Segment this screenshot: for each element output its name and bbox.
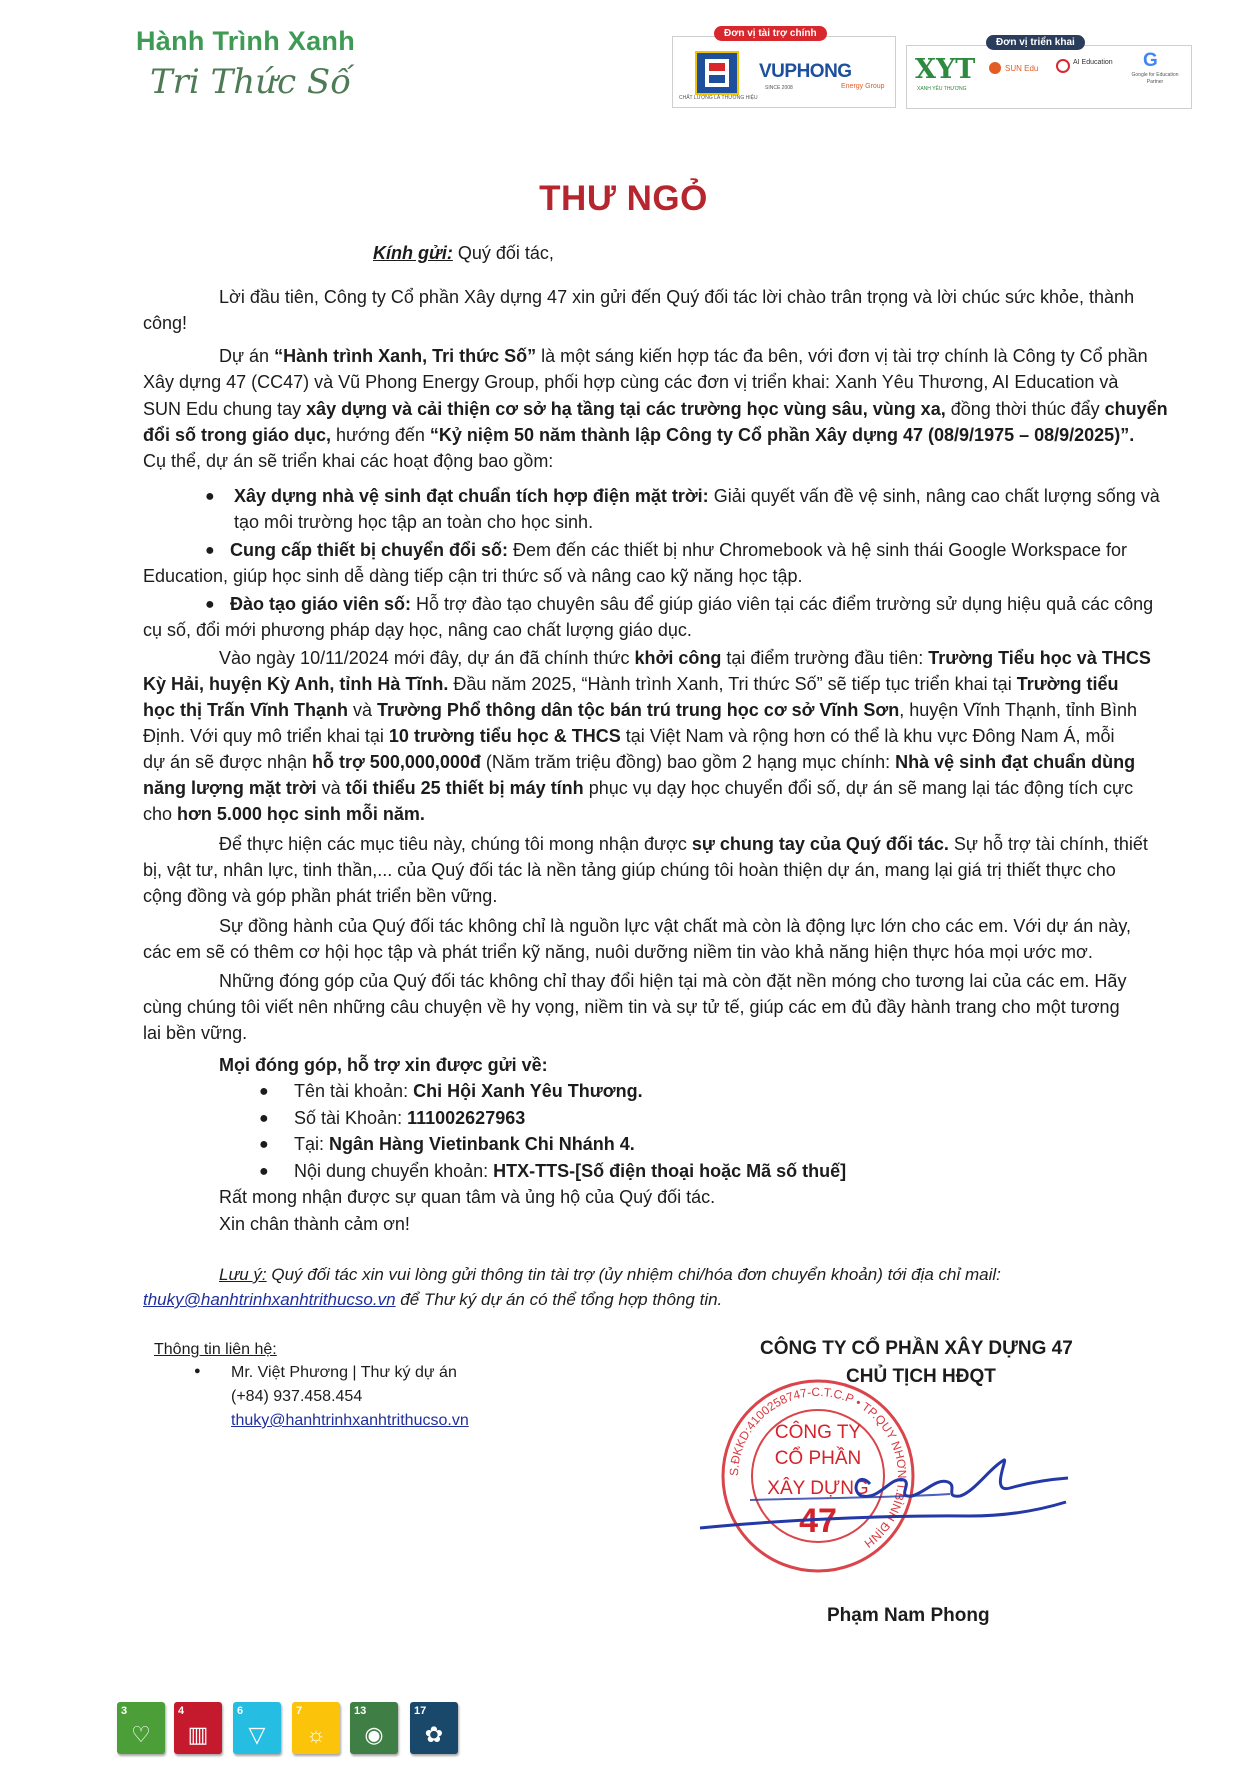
p6-line-2: cùng chúng tôi viết nên những câu chuyện về hy vọng, niềm tin và sự tử tế, giúp các em đủ đầy hành trang cho một tương <box>143 997 1120 1017</box>
p3-text: và <box>316 778 346 798</box>
p3-line-2 <box>143 671 1119 697</box>
sdg-6-icon: 6 ▽ <box>233 1702 281 1754</box>
vuphong-sub: Energy Group <box>841 83 885 90</box>
implementer-badge: Đơn vị triển khai <box>986 35 1085 50</box>
bullet-icon: ● <box>259 1083 269 1100</box>
bullet-icon: ● <box>259 1136 269 1153</box>
p2-text: Dự án <box>219 346 275 366</box>
p2-bold: “Kỷ niệm 50 năm thành lập Công ty Cổ phần Xây dựng 47 (08/9/1975 – 08/9/2025)”. <box>429 425 1135 445</box>
stamp-line-4: 47 <box>799 1502 837 1540</box>
transfer-value: HTX-TTS-[Số điện thoại hoặc Mã số thuế] <box>493 1161 847 1181</box>
account-number <box>294 1105 525 1131</box>
p3-bold: 10 trường tiểu học & THCS <box>388 726 621 746</box>
p5-line-1: Sự đồng hành của Quý đối tác không chỉ là nguồn lực vật chất mà còn là động lực lớn cho các em. Với dự án này, <box>219 916 1131 936</box>
p2-text: là một sáng kiến hợp tác đa bên, với đơn vị tài trợ chính là Công ty Cổ phần <box>536 346 1148 366</box>
sdg-13-icon: 13 ◉ <box>350 1702 398 1754</box>
brand-script: Tri Thức Số <box>150 62 352 102</box>
google-g-icon: G <box>1143 50 1158 71</box>
p3-bold: hơn 5.000 học sinh mỗi năm. <box>177 804 425 824</box>
p2-line-2: Xây dựng 47 (CC47) và Vũ Phong Energy Group, phối hợp cùng các đơn vị triển khai: Xanh Yêu Thương, AI Education và <box>143 372 1119 392</box>
bullet-2-line-1 <box>230 537 1127 563</box>
p2-text: đồng thời thúc đẩy <box>945 399 1105 419</box>
transfer-label: Nội dung chuyển khoản: <box>294 1161 494 1181</box>
p2-line-5: Cụ thể, dự án sẽ triển khai các hoạt động bao gồm: <box>143 451 554 471</box>
closing-1: Rất mong nhận được sự quan tâm và ủng hộ của Quý đối tác. <box>219 1187 716 1207</box>
p2-bold: chuyển <box>1104 399 1168 419</box>
closing-2: Xin chân thành cảm ơn! <box>219 1214 410 1234</box>
stamp-line-2: CỔ PHẦN <box>774 1448 862 1469</box>
stamp-line-1: CÔNG TY <box>774 1422 862 1443</box>
p4-line-2: bị, vật tư, nhân lực, tinh thần,... của Quý đối tác là nền tảng giúp chúng tôi hoàn thiện dự án, mang lại giá trị thiết thực cho <box>143 860 1116 880</box>
p4-bold: sự chung tay của Quý đối tác. <box>691 834 949 854</box>
p4-text: Sự hỗ trợ tài chính, thiết <box>948 834 1148 854</box>
p4-line-1 <box>219 831 1148 857</box>
bullet-2-title: Cung cấp thiết bị chuyển đổi số: <box>230 540 509 560</box>
p3-text: tại Việt Nam và rộng hơn có thể là khu vực Đông Nam Á, mỗi <box>620 726 1115 746</box>
vuphong-name: VUPHONG <box>759 61 852 82</box>
vuphong-since: SINCE 2008 <box>765 85 793 91</box>
p3-line-5 <box>143 749 1135 775</box>
p3-text: , huyện Vĩnh Thạnh, tỉnh Bình <box>899 700 1138 720</box>
bullet-1-text: Giải quyết vấn đề vệ sinh, nâng cao chất lượng sống và <box>708 486 1160 506</box>
sdg-number: 6 <box>237 1705 244 1717</box>
bullet-1-line-1 <box>234 483 1160 509</box>
p3-line-6 <box>143 775 1133 801</box>
cc47-mark-icon <box>697 53 737 93</box>
p3-text: Định. Với quy mô triển khai tại <box>143 726 389 746</box>
salutation-value: Quý đối tác, <box>457 243 554 263</box>
p3-line-3 <box>143 697 1137 723</box>
note-email-link[interactable]: thuky@hanhtrinhxanhtrithucso.vn <box>143 1290 396 1309</box>
ai-education-logo: AI Education <box>1073 59 1113 66</box>
p3-bold: Kỳ Hải, huyện Kỳ Anh, tỉnh Hà Tĩnh. <box>143 674 449 694</box>
bullet-icon: ● <box>205 596 215 613</box>
sunedu-icon <box>987 60 1003 76</box>
bullet-icon: ● <box>259 1110 269 1127</box>
sdg-number: 7 <box>296 1705 303 1717</box>
p6-line-1: Những đóng góp của Quý đối tác không chỉ thay đổi hiện tại mà còn đặt nền móng cho tương lai của các em. Hãy <box>219 971 1127 991</box>
bullet-2-text: Đem đến các thiết bị như Chromebook và hệ sinh thái Google Workspace for <box>508 540 1128 560</box>
bullet-3-line-2: cụ số, đổi mới phương pháp dạy học, nâng cao chất lượng giáo dục. <box>143 620 692 640</box>
p3-bold: Trường tiểu <box>1016 674 1119 694</box>
p1-line-2: công! <box>143 313 188 333</box>
p5-line-2: các em sẽ có thêm cơ hội học tập và phát triển kỹ năng, nuôi dưỡng niềm tin vào khả năng hiện thực hóa mọi ước mơ. <box>143 942 1093 962</box>
bullet-3-text: Hỗ trợ đào tạo chuyên sâu để giúp giáo viên tại các điểm trường sử dụng hiệu quả các công <box>411 594 1154 614</box>
p2-line-3 <box>143 396 1168 422</box>
contact-email-link[interactable]: thuky@hanhtrinhxanhtrithucso.vn <box>231 1412 469 1429</box>
p3-bold: hỗ trợ 500,000,000đ <box>312 752 481 772</box>
p3-bold: Trường Tiểu học và THCS <box>928 648 1151 668</box>
p3-text: phục vụ dạy học chuyển đổi số, dự án sẽ mang lại tác động tích cực <box>583 778 1134 798</box>
p2-text: SUN Edu chung tay <box>143 399 307 419</box>
p3-bold: khởi công <box>634 648 722 668</box>
bullet-icon: ● <box>194 1365 201 1377</box>
p2-line-4 <box>143 422 1134 448</box>
p3-bold: tối thiểu 25 thiết bị máy tính <box>345 778 584 798</box>
p3-line-1 <box>219 645 1151 671</box>
bullet-2-line-2: Education, giúp học sinh dễ dàng tiếp cận tri thức số và nâng cao kỹ năng học tập. <box>143 566 803 586</box>
sdg-17-icon: 17 ✿ <box>410 1702 458 1754</box>
account-name-label: Tên tài khoản: <box>294 1081 414 1101</box>
bullet-icon: ● <box>205 542 215 559</box>
p2-line-1 <box>219 343 1148 369</box>
p6-line-3: lai bền vững. <box>143 1023 248 1043</box>
bank-name <box>294 1131 635 1157</box>
signer-name: Phạm Nam Phong <box>827 1605 990 1626</box>
note-line-2 <box>143 1287 722 1313</box>
salutation-label: Kính gửi: <box>373 243 453 263</box>
sdg-number: 13 <box>354 1705 367 1717</box>
p3-text: cho <box>143 804 178 824</box>
sdg-number: 17 <box>414 1705 427 1717</box>
contact-heading: Thông tin liên hệ: <box>154 1341 277 1358</box>
bank-value: Ngân Hàng Vietinbank Chi Nhánh 4. <box>329 1134 635 1154</box>
sdg-7-icon: 7 ☼ <box>292 1702 340 1754</box>
p3-line-4 <box>143 723 1115 749</box>
salutation <box>373 240 554 266</box>
xyt-logo: XYT <box>915 54 976 85</box>
account-number-label: Số tài Khoản: <box>294 1108 408 1128</box>
p3-text: (Năm trăm triệu đồng) bao gồm 2 hạng mục chính: <box>480 752 896 772</box>
p3-bold: Nhà vệ sinh đạt chuẩn dùng <box>895 752 1136 772</box>
note-text: để Thư ký dự án có thể tổng hợp thông tin. <box>395 1290 723 1309</box>
p3-text: Vào ngày 10/11/2024 mới đây, dự án đã chính thức <box>219 648 635 668</box>
stamp-line-3: XÂY DỰNG <box>767 1478 869 1499</box>
p4-text: Để thực hiện các mục tiêu này, chúng tôi mong nhận được <box>219 834 692 854</box>
p3-bold: Trường Phổ thông dân tộc bán trú trung học cơ sở Vĩnh Sơn <box>377 700 900 720</box>
cc47-logo <box>695 51 739 95</box>
bullet-1-line-2: tạo môi trường học tập an toàn cho học sinh. <box>234 512 594 532</box>
p3-bold: năng lượng mặt trời <box>143 778 317 798</box>
letter-title: THƯ NGỎ <box>539 179 708 218</box>
sdg-4-icon: 4 ▥ <box>174 1702 222 1754</box>
sdg-number: 4 <box>178 1705 185 1717</box>
p2-project-name: “Hành trình Xanh, Tri thức Số” <box>274 346 537 366</box>
main-sponsor-box <box>672 36 896 108</box>
bullet-icon: ● <box>205 488 215 505</box>
handwritten-signature-icon <box>690 1420 1090 1540</box>
p3-text: tại điểm trường đầu tiên: <box>721 648 929 668</box>
note-text: Quý đối tác xin vui lòng gửi thông tin tài trợ (ủy nhiệm chi/hóa đơn chuyển khoản) tới địa chỉ mail: <box>266 1265 1001 1284</box>
p3-text: dự án sẽ được nhận <box>143 752 313 772</box>
sdg-3-icon: 3 ♡ <box>117 1702 165 1754</box>
xyt-caption: XANH YÊU THƯƠNG <box>917 86 967 92</box>
implementer-box <box>906 45 1192 109</box>
p1-line-1: Lời đầu tiên, Công ty Cổ phần Xây dựng 47 xin gửi đến Quý đối tác lời chào trân trọng và lời chúc sức khỏe, thành <box>219 287 1135 307</box>
company-name: CÔNG TY CỔ PHẦN XÂY DỰNG 47 <box>760 1338 1073 1359</box>
account-number-value: 111002627963 <box>407 1108 526 1128</box>
p3-line-7 <box>143 801 425 827</box>
cc47-caption: CHẤT LƯỢNG LÀ THƯƠNG HIỆU <box>679 95 758 101</box>
sunedu-logo: SUN Edu <box>1005 64 1039 73</box>
contact-phone: (+84) 937.458.454 <box>231 1388 363 1405</box>
stamp-ring-text: S.ĐKKD:4100258747-C.T.C.P • TP.QUY NHƠN-T.BÌNH ĐỊNH <box>726 1384 910 1551</box>
account-name <box>294 1078 643 1104</box>
note-line-1 <box>219 1262 1001 1288</box>
p2-bold: xây dựng và cải thiện cơ sở hạ tầng tại các trường học vùng sâu, vùng xa, <box>306 399 946 419</box>
bullet-1-title: Xây dựng nhà vệ sinh đạt chuẩn tích hợp điện mặt trời: <box>234 486 709 506</box>
ai-education-icon <box>1055 58 1071 79</box>
p4-line-3: cộng đồng và góp phần phát triển bền vững. <box>143 886 498 906</box>
bank-label: Tại: <box>294 1134 330 1154</box>
account-name-value: Chi Hội Xanh Yêu Thương. <box>413 1081 643 1101</box>
google-partner-caption: Google for Education Partner <box>1131 72 1179 85</box>
note-label: Lưu ý: <box>219 1265 267 1284</box>
bullet-icon: ● <box>259 1163 269 1180</box>
brand-title: Hành Trình Xanh <box>136 26 356 56</box>
main-sponsor-badge: Đơn vị tài trợ chính <box>714 26 827 41</box>
sdg-number: 3 <box>121 1705 128 1717</box>
p2-text: hướng đến <box>331 425 430 445</box>
bullet-3-title: Đào tạo giáo viên số: <box>230 594 412 614</box>
p3-text: và <box>348 700 378 720</box>
signer-position: CHỦ TỊCH HĐQT <box>846 1366 996 1387</box>
p3-text: Đầu năm 2025, “Hành trình Xanh, Tri thức Số” sẽ tiếp tục triển khai tại <box>448 674 1017 694</box>
contact-name: Mr. Việt Phương | Thư ký dự án <box>231 1364 457 1381</box>
p2-bold: đổi số trong giáo dục, <box>143 425 331 445</box>
donate-heading: Mọi đóng góp, hỗ trợ xin được gửi về: <box>219 1055 548 1075</box>
transfer-content <box>294 1158 846 1184</box>
p3-bold: học thị Trấn Vĩnh Thạnh <box>143 700 348 720</box>
bullet-3-line-1 <box>230 591 1153 617</box>
